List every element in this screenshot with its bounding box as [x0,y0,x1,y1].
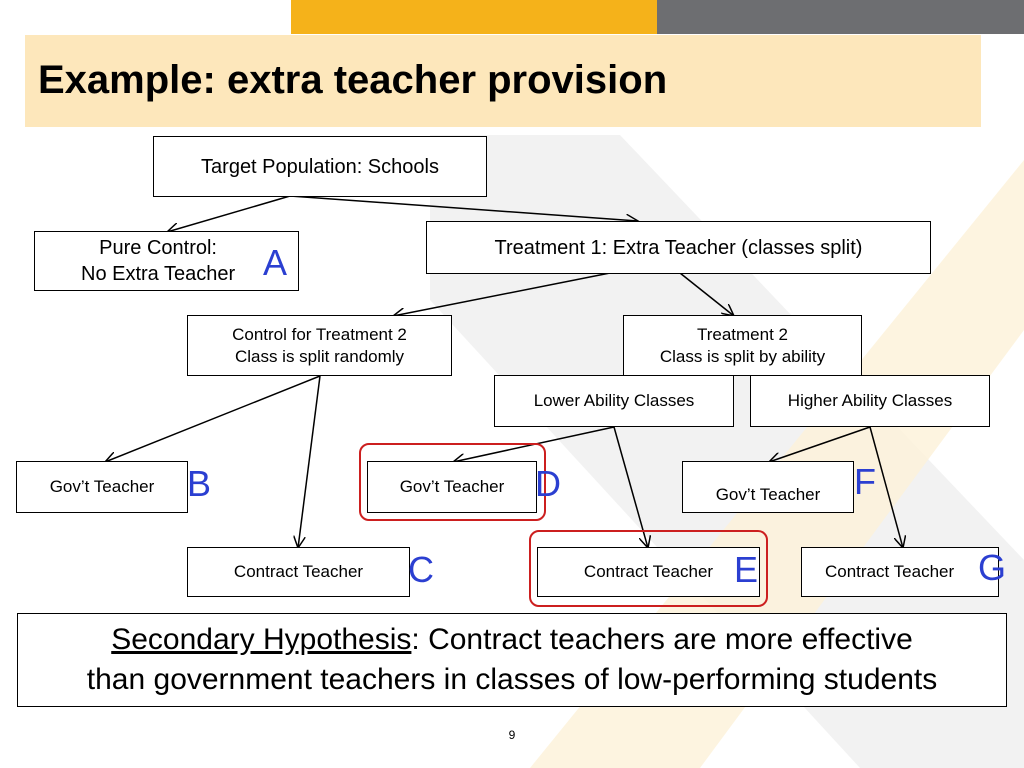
arrow-treatment1-to-treatment2 [680,273,734,316]
letter-g: G [978,547,1007,588]
arrow-target-to-treatment1 [290,196,638,221]
hypothesis-box [17,613,1007,707]
letter-d: D [535,463,561,504]
arrow-target-to-control [167,196,290,232]
node-contract-teacher-g [801,547,999,597]
hypothesis-line1: : Contract teachers are more effective [411,623,913,656]
letter-a: A [263,242,288,283]
node-treatment1 [426,221,931,274]
node-govt-teacher-b [16,461,188,513]
arrow-higher-to-govt-f [769,427,870,462]
letter-b: B [187,463,212,504]
slide-title: Example: extra teacher provision [38,58,668,102]
node-govt-teacher-f [682,461,854,513]
arrow-control-t2-to-govt-b [105,376,320,462]
higher-ability-label: Higher Ability Classes [787,391,953,410]
contract-c-label: Contract Teacher [233,562,364,581]
page-number: 9 [508,728,516,742]
arrow-control-t2-to-contract-c [298,376,320,548]
node-contract-teacher-c [187,547,410,597]
arrow-treatment1-to-control-t2 [393,273,610,316]
letter-f: F [854,461,876,502]
treatment1-label: Treatment 1: Extra Teacher (classes split) [494,236,863,259]
node-pure-control [34,231,299,291]
letter-c: C [408,549,434,590]
control-t2-line2: Class is split randomly [234,346,405,366]
lower-ability-label: Lower Ability Classes [533,391,695,410]
node-target-label: Target Population: Schools [201,155,439,178]
letter-e: E [734,549,759,590]
pure-control-line2: No Extra Teacher [81,263,236,285]
contract-g-label: Contract Teacher [825,562,955,581]
govt-f-label: Gov’t Teacher [715,485,821,504]
control-t2-line1: Control for Treatment 2 [232,324,407,344]
treatment2-line2: Class is split by ability [659,346,826,366]
pure-control-line1: Pure Control: [99,237,217,259]
node-contract-teacher-e [537,547,760,597]
treatment2-line1: Treatment 2 [696,324,788,344]
node-lower-ability [494,375,734,427]
node-target-population [153,136,487,197]
node-higher-ability [750,375,990,427]
contract-e-label: Contract Teacher [583,562,714,581]
govt-b-label: Gov’t Teacher [49,477,155,496]
govt-d-label: Gov’t Teacher [399,477,505,496]
hypothesis-line2: than government teachers in classes of low-performing students [86,663,938,696]
hypothesis-label: Secondary Hypothesis [111,623,412,656]
node-govt-teacher-d [367,461,537,513]
node-treatment2 [623,315,862,376]
node-control-treatment2 [187,315,452,376]
